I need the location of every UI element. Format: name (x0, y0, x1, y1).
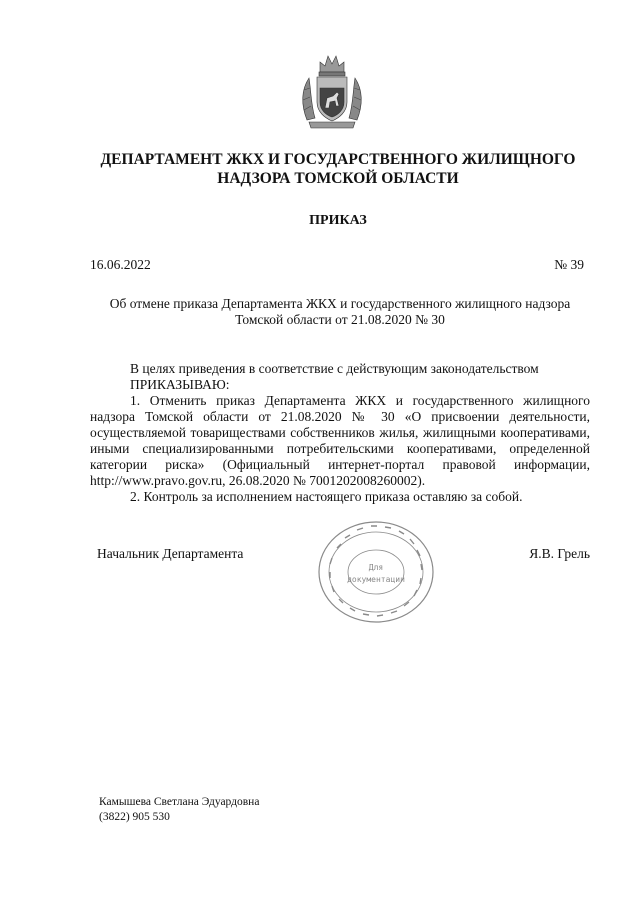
coat-of-arms-emblem (299, 50, 365, 132)
signer-name: Я.В. Грель (529, 546, 590, 561)
signer-title: Начальник Департамента (97, 546, 244, 561)
order-word: ПРИКАЗЫВАЮ: (130, 377, 230, 392)
stamp-text-2: документации (347, 575, 405, 584)
document-number: № 39 (554, 257, 584, 272)
subject-line-2: Томской области от 21.08.2020 № 30 (235, 312, 445, 327)
executor-name: Камышева Светлана Эдуардовна (99, 796, 260, 808)
organization-line-2: НАДЗОРА ТОМСКОЙ ОБЛАСТИ (217, 170, 459, 187)
signature-stamp (317, 520, 435, 624)
document-body (90, 361, 590, 505)
executor-phone: (3822) 905 530 (99, 811, 170, 823)
document-type: ПРИКАЗ (309, 213, 367, 228)
document-subject (90, 296, 590, 328)
preamble: В целях приведения в соответствие с действующим законодательством (130, 361, 539, 376)
order-item-2: 2. Контроль за исполнением настоящего приказа оставляю за собой. (130, 489, 523, 504)
document-date: 16.06.2022 (90, 257, 151, 272)
stamp-text-1: Для (368, 563, 384, 572)
order-item-1: 1. Отменить приказ Департамента ЖКХ и государственного жилищного надзора Томской области от 21.08.2020 № 30 «О присвоении деятельности, осуществляемой товариществами собственников жилья, жилищными кооперативами, иными специализированными потребительскими кооперативами, определенной категории риска» (Официальный интернет-портал правовой информации, http://www.pravo.gov.ru, 26.08.2020 № 7001202008260002). (90, 393, 590, 488)
subject-line-1: Об отмене приказа Департамента ЖКХ и государственного жилищного надзора (109, 296, 571, 311)
executor-info (99, 795, 259, 825)
organization-name (60, 150, 616, 188)
organization-line-1: ДЕПАРТАМЕНТ ЖКХ И ГОСУДАРСТВЕННОГО ЖИЛИЩНОГО (100, 151, 576, 168)
